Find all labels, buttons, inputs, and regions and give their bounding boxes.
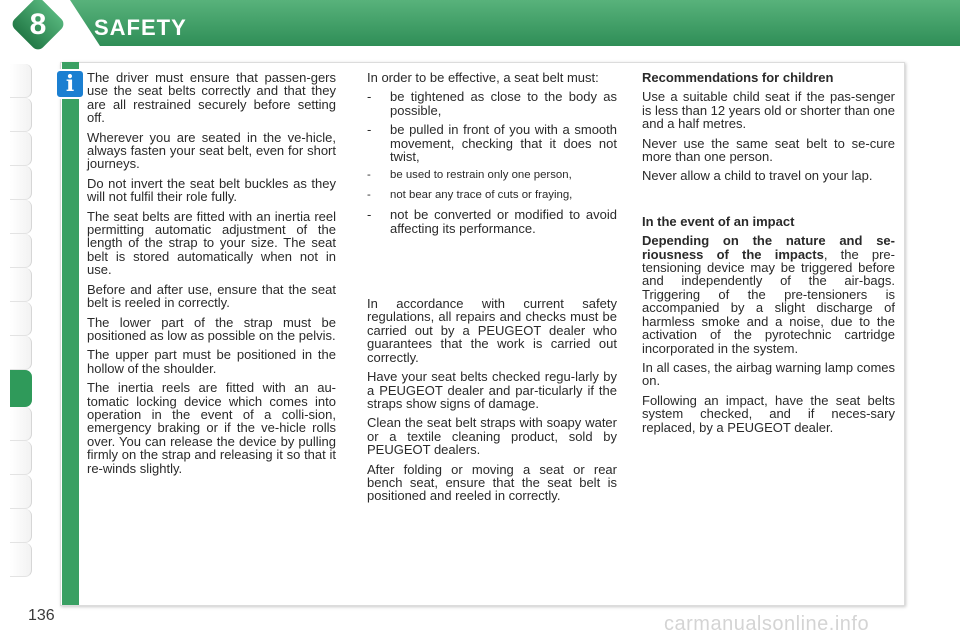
chapter-tab[interactable] (10, 475, 32, 509)
bold-lead: Depending on the nature and se-riousness of the impacts (642, 233, 895, 262)
paragraph: Use a suitable child seat if the pas-senger is less than 12 years old or shorter than one and a half metres. (642, 89, 895, 132)
chapter-tab[interactable] (10, 64, 32, 98)
list-item: - be pulled in front of you with a smooth movement, checking that it does not twist, (367, 123, 617, 163)
chapter-tab[interactable] (10, 234, 32, 268)
chapter-tab[interactable] (10, 268, 32, 302)
chapter-tab[interactable] (10, 132, 32, 166)
paragraph: The upper part must be positioned in the hollow of the shoulder. (87, 347, 336, 376)
paragraph: Never allow a child to travel on your lap. (642, 168, 873, 184)
paragraph: The seat belts are fitted with an inertia reel permitting automatic adjustment of the length of the strap to your size. The seat belt is stored automatically when not in use. (87, 208, 336, 278)
paragraph: Following an impact, have the seat belts system checked, and if neces-sary replaced, by a PEUGEOT dealer. (642, 392, 895, 435)
paragraph: In accordance with current safety regulations, all repairs and checks must be carried out by a PEUGEOT dealer who guarantees that the work is carried out correctly. (367, 296, 617, 365)
paragraph-text: , the pre-tensioning device may be triggered before and independently of the air-bags. Triggering of the pre-tensioners is accompanied by a slight discharge of harmless smoke and a noise, due to the activation of the pyrotechnic cartridge incorporated in the system. (642, 246, 895, 356)
paragraph: Wherever you are seated in the ve-hicle, always fasten your seat belt, even for short journeys. (87, 129, 336, 172)
chapter-tab[interactable] (10, 407, 32, 441)
paragraph: After folding or moving a seat or rear bench seat, ensure that the seat belt is positioned and reeled in correctly. (367, 461, 617, 504)
list-item: - not be converted or modified to avoid affecting its performance. (367, 208, 617, 235)
list-item: - be used to restrain only one person, (367, 169, 617, 182)
paragraph: The lower part of the strap must be positioned as low as possible on the pelvis. (87, 314, 336, 343)
page-title: SAFETY (94, 15, 187, 40)
paragraph: In order to be effective, a seat belt must: (367, 70, 599, 85)
requirements-list (367, 90, 617, 235)
chapter-tab-active[interactable] (10, 370, 32, 407)
section-heading: Recommendations for children (642, 70, 834, 85)
chapter-tab[interactable] (10, 336, 32, 370)
paragraph: The driver must ensure that passen-gers use the seat belts correctly and that they are all restrained securely before setting off. (87, 70, 336, 126)
chapter-tabs (10, 64, 32, 577)
watermark: carmanualsonline.info (664, 613, 870, 635)
paragraph: Have your seat belts checked regu-larly by a PEUGEOT dealer and par-ticularly if the straps show signs of damage. (367, 369, 617, 411)
page-number: 136 (28, 607, 55, 624)
chapter-tab[interactable] (10, 543, 32, 577)
chapter-tab[interactable] (10, 509, 32, 543)
paragraph: Before and after use, ensure that the seat belt is reeled in correctly. (87, 281, 336, 311)
chapter-number: 8 (29, 8, 47, 41)
paragraph: Never use the same seat belt to se-cure more than one person. (642, 135, 895, 165)
chapter-tab[interactable] (10, 166, 32, 200)
chapter-tab[interactable] (10, 98, 32, 132)
list-item: - be tightened as close to the body as possible, (367, 90, 617, 117)
text-column-2 (367, 71, 617, 509)
paragraph: Clean the seat belt straps with soapy water or a textile cleaning product, sold by PEUGEOT dealers. (367, 415, 617, 458)
paragraph: Do not invert the seat belt buckles as they will not fulfil their role fully. (87, 175, 336, 205)
list-item: - not bear any trace of cuts or fraying, (367, 189, 617, 202)
chapter-tab[interactable] (10, 302, 32, 336)
text-column-1 (87, 71, 336, 481)
chapter-tab[interactable] (10, 441, 32, 475)
section-heading: In the event of an impact (642, 213, 795, 229)
text-column-3 (642, 71, 895, 440)
paragraph: In all cases, the airbag warning lamp comes on. (642, 359, 895, 389)
paragraph (642, 234, 895, 355)
paragraph: The inertia reels are fitted with an au-tomatic locking device which comes into operation in the event of a colli-sion, emergency braking or if the ve-hicle rolls over. You can release the device by pulling firmly on the strap and releasing it so that it re-winds slightly. (87, 380, 336, 476)
chapter-tab[interactable] (10, 200, 32, 234)
panel-accent-stripe (62, 62, 79, 605)
info-icon: i (55, 69, 85, 99)
